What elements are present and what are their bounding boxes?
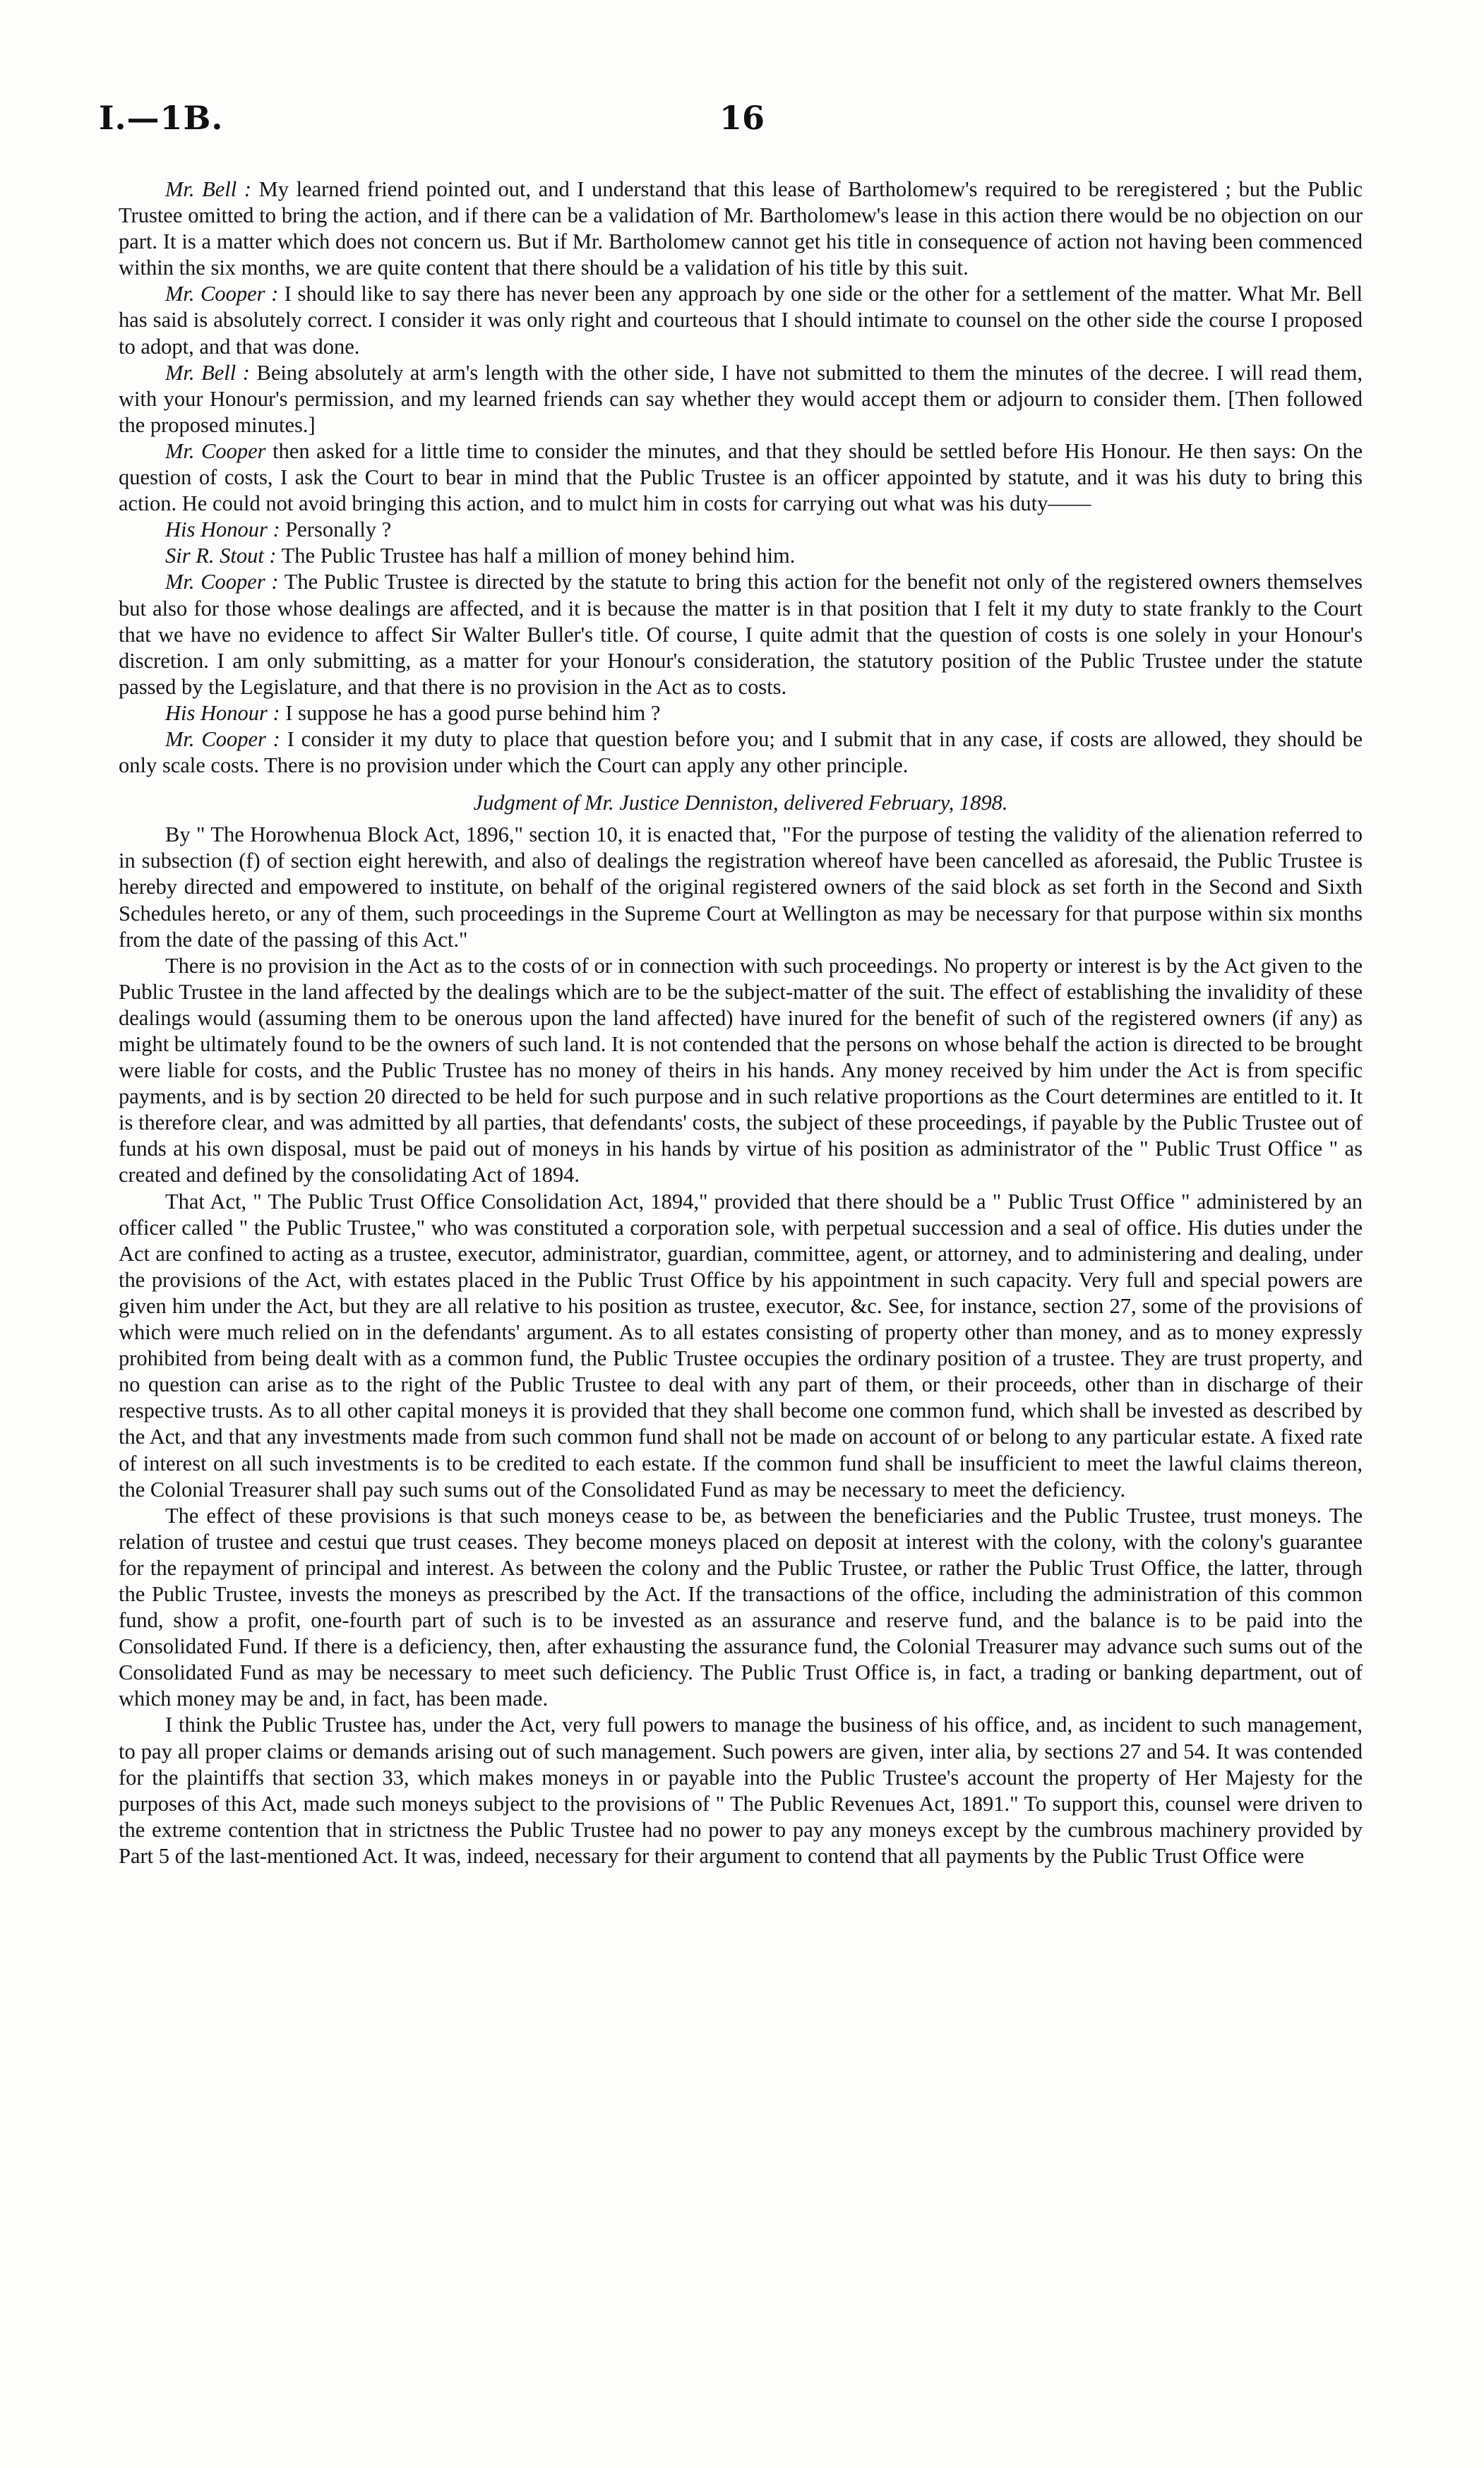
speech: The Public Trustee is directed by the statute to bring this action for the benefit not only of the registered owners themselves but also for those whose dealings are affected, and it is because the matter is in that position that I felt it my duty to state frankly to the Court that we have no evidence to affect Sir Walter Buller's title. Of course, I quite admit that the question of costs is one solely in your Honour's discretion. I am only submitting, as a matter for your Honour's consideration, the statutory position of the Public Trustee under the statute passed by the Legislature, and that there is no provision in the Act as to costs. xyxy=(119,570,1363,699)
dialogue-paragraph xyxy=(119,438,1363,517)
speaker: His Honour : xyxy=(165,700,280,725)
speaker: Mr. Cooper : xyxy=(165,726,280,751)
dialogue-paragraph xyxy=(119,543,1363,569)
speech: My learned friend pointed out, and I understand that this lease of Bartholomew's required to be reregistered ; but the Public Trustee omitted to bring the action, and if there can be a validation of Mr. Bartholomew's lease in this action there would be no objection on our part. It is a matter which does not concern us. But if Mr. Bartholomew cannot get his title in consequence of action not having been commenced within the six months, we are quite content that there should be a validation of his title by this suit. xyxy=(119,177,1363,280)
dialogue-paragraph xyxy=(119,569,1363,700)
judgment-paragraph: That Act, " The Public Trust Office Consolidation Act, 1894," provided that there should be a " Public Trust Office " administered by an officer called " the Public Trustee," who was constituted a corporation sole, with perpetual succession and a seal of office. His duties under the Act are confined to acting as a trustee, executor, administrator, guardian, committee, agent, or attorney, and to administering and dealing, under the provisions of the Act, with estates placed in the Public Trust Office by his appointment in such capacity. Very full and special powers are given him under the Act, but they are all relative to his position as trustee, executor, &c. See, for instance, section 27, some of the provisions of which were much relied on in the defendants' argument. As to all estates consisting of property other than money, and as to money expressly prohibited from being dealt with as a common fund, the Public Trustee occupies the ordinary position of a trustee. They are trust property, and no question can arise as to the right of the Public Trustee to deal with any part of them, or their proceeds, other than in discharge of their respective trusts. As to all other capital moneys it is provided that they shall become one common fund, which shall be invested as described by the Act, and that any investments made from such common fund shall not be made on account of or belong to any particular estate. A fixed rate of interest on all such investments is to be credited to each estate. If the common fund shall be insufficient to meet the lawful claims thereon, the Colonial Treasurer shall pay such sums out of the Consolidated Fund as may be necessary to meet the deficiency. xyxy=(119,1189,1363,1502)
document-reference: I.—1B. xyxy=(99,99,224,137)
dialogue-paragraph xyxy=(119,176,1363,281)
speech: The Public Trustee has half a million of money behind him. xyxy=(281,544,796,568)
speech: I suppose he has a good purse behind him ? xyxy=(285,700,661,725)
dialogue-paragraph xyxy=(119,726,1363,779)
speaker: His Honour : xyxy=(165,517,280,542)
speaker: Mr. Bell : xyxy=(165,360,250,385)
judgment-paragraph: I think the Public Trustee has, under the Act, very full powers to manage the business of his office, and, as incident to such management, to pay all proper claims or demands arising out of such management. Such powers are given, inter alia, by sections 27 and 54. It was contended for the plaintiffs that section 33, which makes moneys in or payable into the Public Trustee's account the property of Her Majesty for the purposes of this Act, made such moneys subject to the provisions of " The Public Revenues Act, 1891." To support this, counsel were driven to the extreme contention that in strictness the Public Trustee had no power to pay any moneys except by the cumbrous machinery provided by Part 5 of the last-mentioned Act. It was, indeed, necessary for their argument to contend that all payments by the Public Trust Office were xyxy=(119,1713,1363,1868)
speech: Being absolutely at arm's length with the other side, I have not submitted to them the minutes of the decree. I will read them, with your Honour's permission, and my learned friends can say whether they would accept them or adjourn to consider them. [Then followed the proposed minutes.] xyxy=(119,360,1363,437)
speaker: Mr. Cooper : xyxy=(165,570,279,594)
judgment-paragraph: By " The Horowhenua Block Act, 1896," section 10, it is enacted that, "For the purpose of testing the validity of the alienation referred to in subsection (f) of section eight herewith, and also of dealings the registration whereof have been cancelled as aforesaid, the Public Trustee is hereby directed and empowered to institute, on behalf of the original registered owners of the said block as set forth in the Second and Sixth Schedules hereto, or any of them, such proceedings in the Supreme Court at Wellington as may be necessary for that purpose within six months from the date of the passing of this Act." xyxy=(119,822,1363,952)
speech: Personally ? xyxy=(285,517,392,542)
page-header xyxy=(99,99,1385,141)
dialogue-paragraph xyxy=(119,517,1363,543)
speech: then asked for a little time to consider the minutes, and that they should be settled before His Honour. He then says: On the question of costs, I ask the Court to bear in mind that the Public Trustee is an officer appointed by statute, and it was his duty to bring this action. He could not avoid bringing this action, and to mulct him in costs for carrying out what was his duty—— xyxy=(119,438,1363,516)
page-number: 16 xyxy=(719,99,765,137)
speaker: Mr. Cooper : xyxy=(165,282,279,306)
speaker: Mr. Cooper xyxy=(165,438,266,463)
speech: I consider it my duty to place that question before you; and I submit that in any case, if costs are allowed, they should be only scale costs. There is no provision under which the Court can apply any other principle. xyxy=(119,726,1363,778)
speaker: Sir R. Stout : xyxy=(165,544,277,568)
dialogue-paragraph xyxy=(119,360,1363,438)
judgment-paragraph: There is no provision in the Act as to the costs of or in connection with such proceedings. No property or interest is by the Act given to the Public Trustee in the land affected by the dealings which are to be the subject-matter of the suit. The effect of establishing the invalidity of these dealings would (assuming them to be onerous upon the land affected) have inured for the benefit of such of the registered owners (if any) as might be ultimately found to be the owners of such land. It is not contended that the persons on whose behalf the action is directed to be brought were liable for costs, and the Public Trustee has no money of theirs in his hands. Any money received by him under the Act is from specific payments, and is by section 20 directed to be held for such purpose and in such relative proportions as the Court determines are entitled to it. It is therefore clear, and was admitted by all parties, that defendants' costs, the subject of these proceedings, if payable by the Public Trustee out of funds at his own disposal, must be paid out of moneys in his hands by virtue of his position as administrator of the " Public Trust Office " as created and defined by the consolidating Act of 1894. xyxy=(119,953,1363,1187)
judgment-heading: Judgment of Mr. Justice Denniston, delivered February, 1898. xyxy=(473,791,1008,815)
judgment-paragraph: The effect of these provisions is that such moneys cease to be, as between the beneficiaries and the Public Trustee, trust moneys. The relation of trustee and cestui que trust ceases. They become moneys placed on deposit at interest with the colony, with the colony's guarantee for the repayment of principal and interest. As between the colony and the Public Trustee, or rather the Public Trust Office, the latter, through the Public Trustee, invests the moneys as prescribed by the Act. If the transactions of the office, including the administration of this common fund, show a profit, one-fourth part of such is to be invested as an assurance and reserve fund, and the balance is to be paid into the Consolidated Fund. If there is a deficiency, then, after exhausting the assurance fund, the Colonial Treasurer may advance such sums out of the Consolidated Fund as may be necessary to meet such deficiency. The Public Trust Office is, in fact, a trading or banking department, out of which money may be and, in fact, has been made. xyxy=(119,1503,1363,1711)
speech: I should like to say there has never been any approach by one side or the other for a settlement of the matter. What Mr. Bell has said is absolutely correct. I consider it was only right and courteous that I should intimate to counsel on the other side the course I proposed to adopt, and that was done. xyxy=(119,282,1363,359)
dialogue-paragraph xyxy=(119,700,1363,726)
speaker: Mr. Bell : xyxy=(165,177,252,201)
document-body xyxy=(119,176,1363,1869)
dialogue-paragraph xyxy=(119,281,1363,359)
